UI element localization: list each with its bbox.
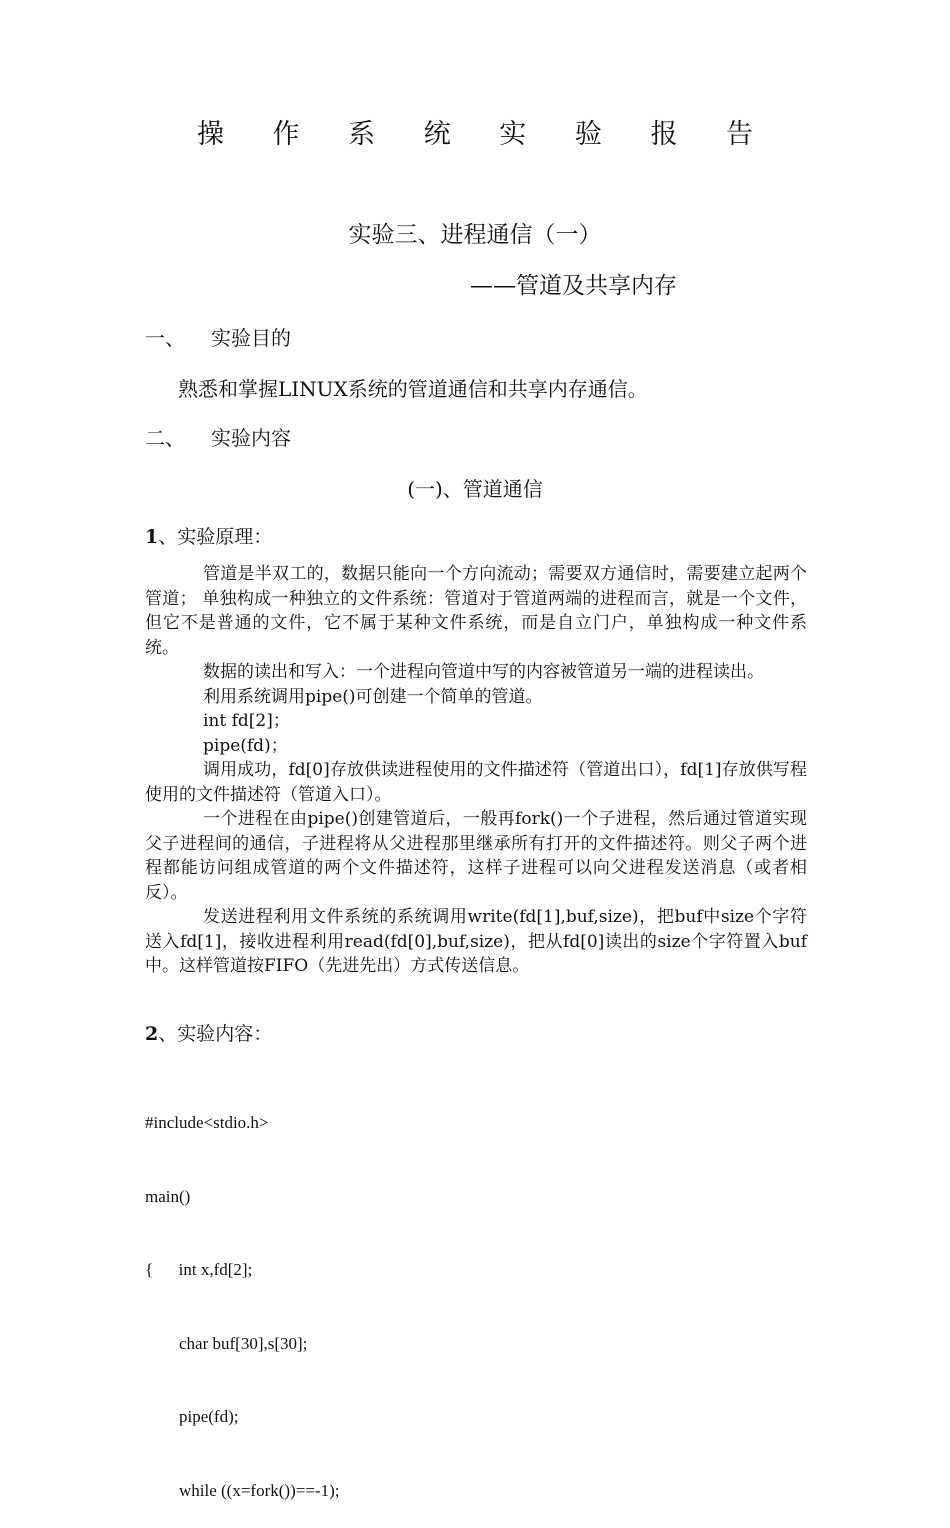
document-title: 操 作 系 统 实 验 报 告 [196, 119, 774, 150]
paragraph: 管道是半双工的，数据只能向一个方向流动；需要双方通信时，需要建立起两个管道； 单独构成一种独立的文件系统：管道对于管道两端的进程而言，就是一个文件，但它不是普通的文件，它不属于某种文件系统，而是自立门户，单独构成一种文件系统。 [145, 564, 807, 658]
section-heading-content [145, 422, 291, 451]
code-line: { int x,fd[2]; [145, 1260, 253, 1279]
paragraph: 发送进程利用文件系统的系统调用write(fd[1],buf,size)，把buf中size个字符送入fd[1]，接收进程利用read(fd[0],buf,size)，把从fd[0]读出的size个字符置入buf中。这样管道按FIFO（先进先出）方式传送信息。 [145, 907, 807, 976]
item-number: 1 [145, 526, 159, 548]
experiment-subtitle: ——管道及共享内存 [470, 273, 677, 299]
paragraph: 利用系统调用pipe()可创建一个简单的管道。 [203, 686, 543, 707]
section-heading-purpose [145, 322, 291, 351]
item-label: 、实验原理： [158, 526, 273, 548]
item-heading-content [145, 1019, 272, 1046]
section-label: 实验目的 [211, 326, 291, 350]
paragraph: 一个进程在由pipe()创建管道后，一般再fork()一个子进程，然后通过管道实现父子进程间的通信，子进程将从父进程那里继承所有打开的文件描述符。则父子两个进程都能访问组成管道的两个文件描述符，这样子进程可以向父进程发送消息（或者相反）。 [145, 809, 807, 903]
code-line: pipe(fd); [145, 1407, 239, 1426]
code-line: main() [145, 1186, 191, 1206]
section-label: 实验内容 [211, 426, 291, 450]
item-number: 2 [145, 1023, 159, 1045]
section-number: 二、 [145, 426, 185, 450]
principle-body [145, 562, 807, 979]
paragraph: 调用成功，fd[0]存放供读进程使用的文件描述符（管道出口），fd[1]存放供写程使用的文件描述符（管道入口）。 [145, 760, 807, 805]
section-number: 一、 [145, 326, 185, 350]
code-snippet: pipe(fd)； [203, 735, 288, 756]
code-line: #include<stdio.h> [145, 1113, 269, 1132]
code-snippet: int fd[2]； [203, 711, 290, 731]
code-listing [145, 1062, 339, 1528]
experiment-title: 实验三、进程通信（一） [348, 222, 602, 248]
item-heading-principle [145, 522, 272, 549]
paragraph: 数据的读出和写入：一个进程向管道中写的内容被管道另一端的进程读出。 [203, 662, 764, 682]
code-line: char buf[30],s[30]; [145, 1333, 308, 1353]
purpose-text: 熟悉和掌握LINUX系统的管道通信和共享内存通信。 [178, 377, 648, 401]
item-label: 、实验内容： [158, 1023, 273, 1045]
subsection-title: (一)、管道通信 [407, 477, 543, 501]
code-line: while ((x=fork())==-1); [145, 1480, 340, 1500]
